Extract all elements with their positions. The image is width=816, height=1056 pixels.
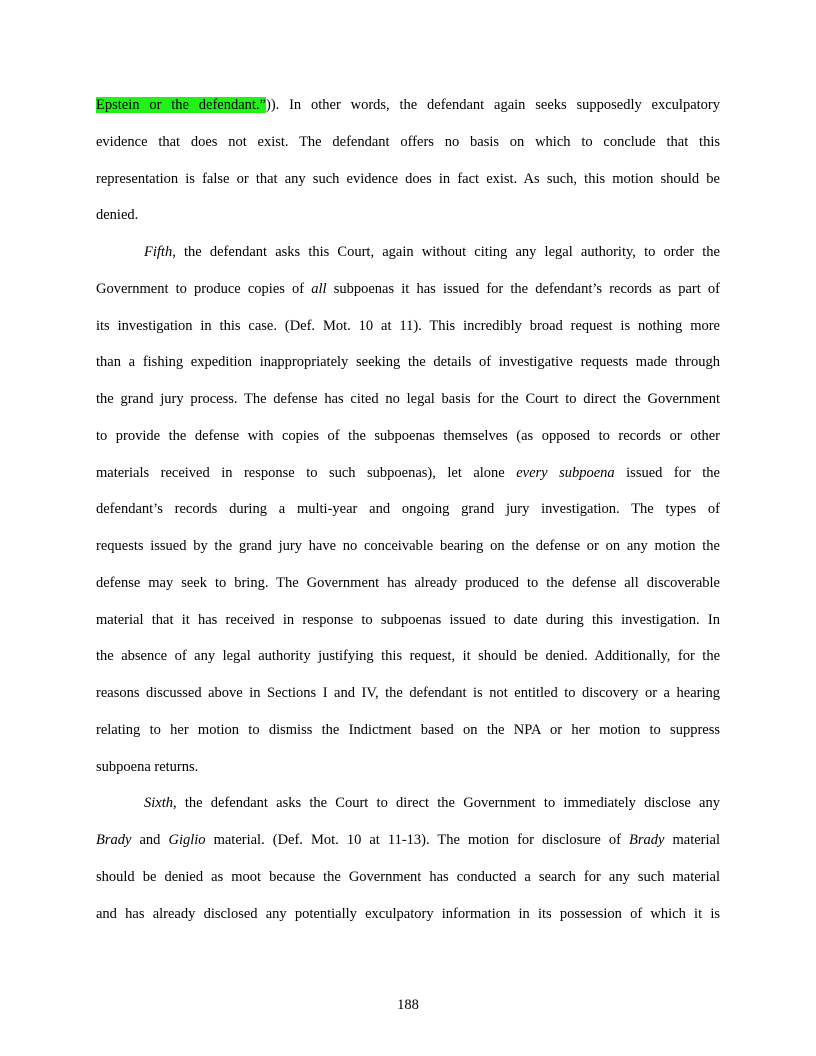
italic-text: Brady [96, 832, 132, 848]
text-line [96, 868, 720, 886]
text-line [144, 243, 720, 261]
italic-text: Brady [629, 832, 665, 848]
text-line [96, 353, 720, 371]
text-segment: its investigation in this case. (Def. Mot. 10 at 11). This incredibly broad request is nothing more [96, 317, 720, 334]
text-segment: )). In other words, the defendant again seeks supposedly exculpatory [265, 97, 720, 113]
text-line [96, 170, 720, 188]
text-segment: and [131, 832, 169, 848]
text-segment: the absence of any legal authority justifying this request, it should be denied. Additionally, for the [96, 648, 720, 665]
text-segment: materials received in response to such subpoenas), let alone [96, 464, 517, 481]
italic-text: all [311, 280, 327, 297]
text-segment: defendant’s records during a multi-year and ongoing grand jury investigation. The types of [96, 501, 720, 518]
text-line [96, 96, 720, 114]
italic-text: Fifth [144, 244, 173, 260]
text-segment: relating to her motion to dismiss the Indictment based on the NPA or her motion to suppress [96, 721, 720, 738]
text-segment: , the defendant asks the Court to direct the Government to immediately disclose any [173, 795, 720, 812]
text-segment: , the defendant asks this Court, again without citing any legal authority, to order the [172, 244, 720, 260]
text-line [96, 206, 720, 224]
text-segment: defense may seek to bring. The Government has already produced to the defense all discoverable [96, 574, 720, 591]
text-segment: reasons discussed above in Sections I and IV, the defendant is not entitled to discovery or a hearing [96, 685, 720, 701]
text-line [96, 133, 720, 151]
text-line [96, 427, 720, 445]
text-segment: representation is false or that any such evidence does in fact exist. As such, this motion should be [96, 170, 720, 187]
text-line [96, 647, 720, 665]
text-line [96, 905, 720, 923]
highlighted-text: Epstein or the defendant.” [96, 97, 266, 113]
text-segment: to provide the defense with copies of the subpoenas themselves (as opposed to records or other [96, 427, 720, 444]
text-segment: subpoena returns. [96, 758, 199, 775]
text-line [96, 317, 720, 335]
text-line [96, 500, 720, 518]
text-segment: Government to produce copies of [96, 280, 312, 297]
text-line [96, 758, 720, 776]
text-line [144, 794, 720, 812]
text-line [96, 684, 720, 702]
italic-text: every subpoena [516, 464, 615, 481]
text-line [96, 831, 720, 849]
text-segment: the grand jury process. The defense has cited no legal basis for the Court to direct the Government [96, 391, 720, 407]
text-segment: than a fishing expedition inappropriately seeking the details of investigative requests made through [96, 354, 720, 371]
text-line [96, 574, 720, 592]
text-segment: evidence that does not exist. The defendant offers no basis on which to conclude that this [96, 133, 720, 150]
page-number: 188 [397, 997, 419, 1013]
text-segment: material [664, 832, 720, 848]
text-segment: issued for the [614, 464, 720, 481]
italic-text: Sixth [144, 795, 173, 812]
text-line [96, 611, 720, 629]
text-line [96, 280, 720, 298]
text-segment: material that it has received in response to subpoenas issued to date during this investigation. In [96, 611, 720, 628]
text-segment: should be denied as moot because the Government has conducted a search for any such material [96, 868, 720, 885]
text-line [96, 721, 720, 739]
text-line [96, 537, 720, 555]
text-segment: requests issued by the grand jury have no conceivable bearing on the defense or on any motion the [96, 538, 720, 554]
text-line [96, 464, 720, 482]
text-segment: denied. [96, 207, 139, 224]
text-segment: subpoenas it has issued for the defendant’s records as part of [326, 280, 720, 297]
text-segment: material. (Def. Mot. 10 at 11-13). The motion for disclosure of [205, 832, 630, 848]
text-segment: and has already disclosed any potentially exculpatory information in its possession of which it is [96, 905, 720, 922]
text-line [96, 390, 720, 408]
italic-text: Giglio [168, 832, 206, 848]
